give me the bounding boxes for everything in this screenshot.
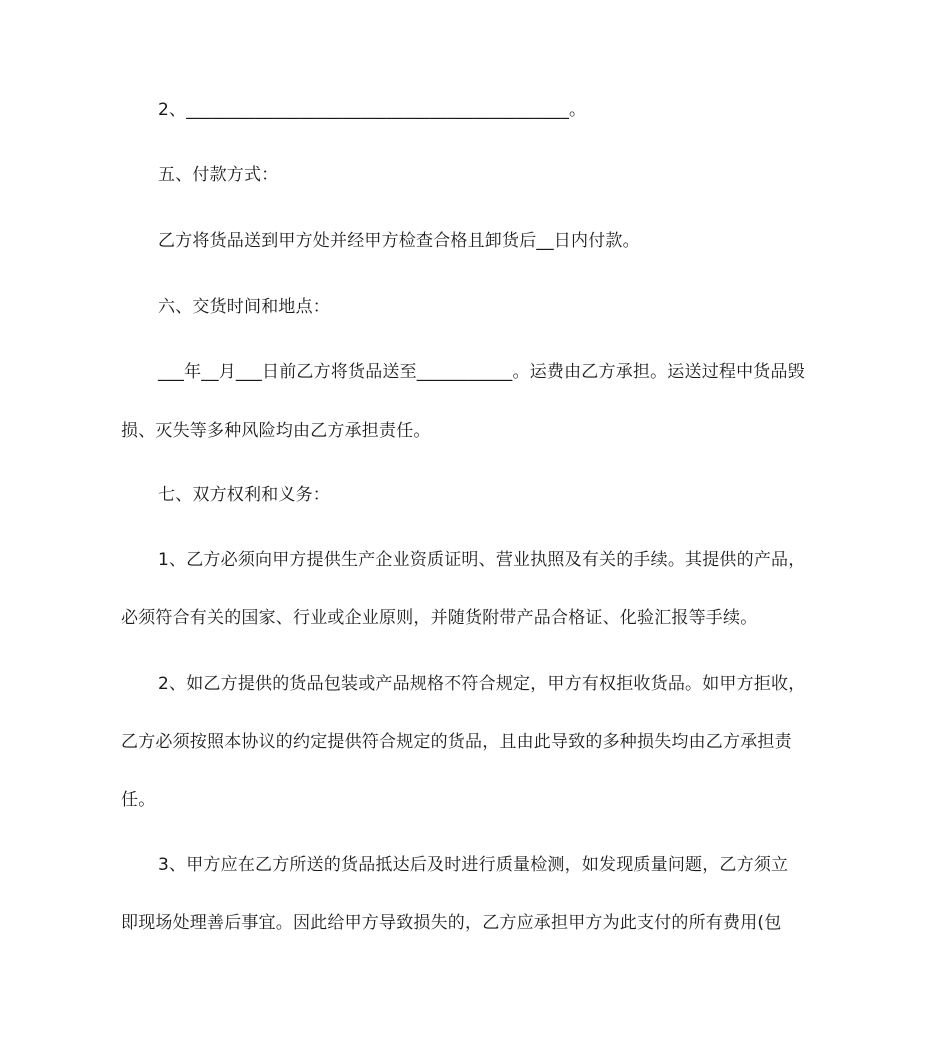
- rights-item-1-line-1: 1、乙方必须向甲方提供生产企业资质证明、营业执照及有关的手续。其提供的产品，: [158, 550, 806, 570]
- rights-item-3-line-1: 3、甲方应在乙方所送的货品抵达后及时进行质量检测，如发现质量问题，乙方须立: [158, 855, 789, 875]
- rights-item-3-line-2: 即现场处理善后事宜。因此给甲方导致损失的，乙方应承担甲方为此支付的所有费用(包: [121, 913, 782, 933]
- payment-text: 乙方将货品送到甲方处并经甲方检查合格且卸货后__日内付款。: [158, 231, 640, 251]
- rights-item-2-line-1: 2、如乙方提供的货品包装或产品规格不符合规定，甲方有权拒收货品。如甲方拒收，: [158, 674, 806, 694]
- delivery-text-line-1: ___年__月___日前乙方将货品送至___________。运费由乙方承担。运送过程中货品毁: [158, 362, 805, 382]
- delivery-text-line-2: 损、灭失等多种风险均由乙方承担责任。: [121, 421, 431, 441]
- section-6-heading: 六、交货时间和地点：: [158, 297, 330, 317]
- clause-4-item-2: 2、____________________________________________。: [158, 100, 587, 120]
- rights-item-2-line-3: 任。: [121, 790, 156, 810]
- section-7-heading: 七、双方权利和义务：: [158, 485, 330, 505]
- section-5-heading: 五、付款方式：: [158, 165, 279, 185]
- rights-item-1-line-2: 必须符合有关的国家、行业或企业原则，并随货附带产品合格证、化验汇报等手续。: [121, 608, 758, 628]
- rights-item-2-line-2: 乙方必须按照本协议的约定提供符合规定的货品，且由此导致的多种损失均由乙方承担责: [121, 732, 792, 752]
